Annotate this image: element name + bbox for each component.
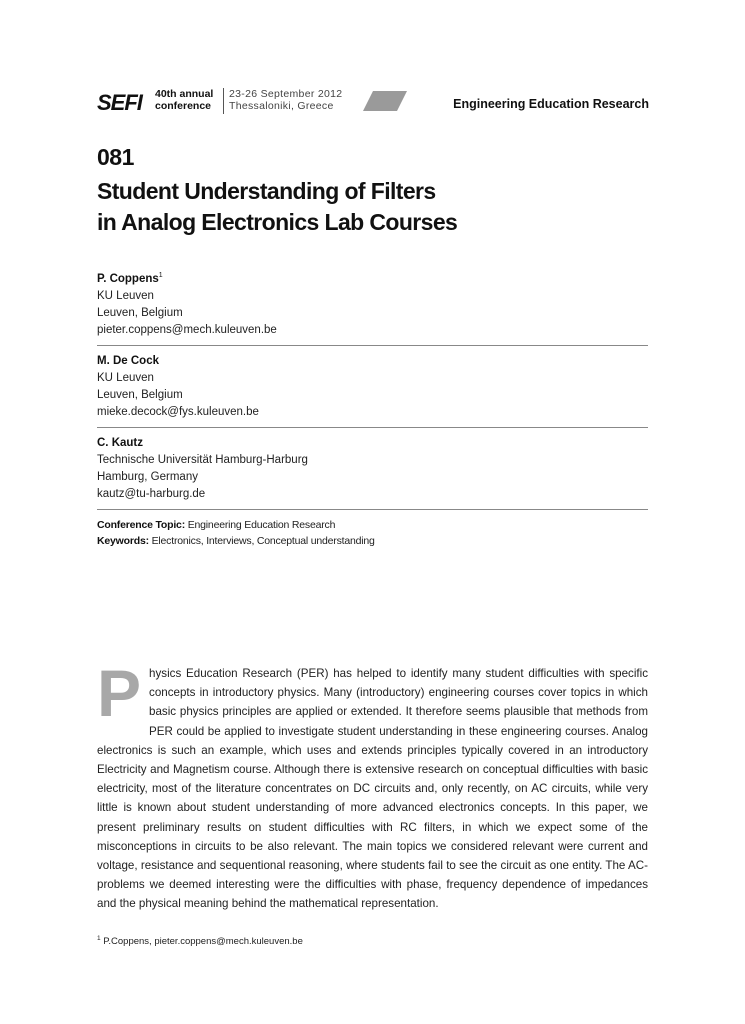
- divider: [97, 427, 648, 428]
- paper-meta: [97, 517, 375, 549]
- conference-word: conference: [155, 100, 212, 112]
- annual-label: 40th annual: [155, 88, 214, 100]
- author-name: M. De Cock: [97, 354, 159, 367]
- author-block: [97, 267, 648, 346]
- divider: [97, 509, 648, 510]
- abstract-body: hysics Education Research (PER) has helped to identify many student difficulties with specific concepts in introductory physics. Many (introductory) engineering courses cover topics in which basic physics principles are applied or extended. It therefore seems plausible that methods from PER could be applied to investigate student understanding in these engineering courses. Analog electronics is such an example, which uses and extends principles typically covered in an introductory Electricity and Magnetism course. Although there is extensive research on conceptual difficulties with basic electricity, most of the literature concentrates on DC circuits and, only recently, on AC circuits, while very little is known about student understanding of more advanced electronics concepts. In this paper, we present preliminary results on student difficulties with RC filters, in which we expect some of the misconceptions in circuits to be also relevant. The main topics we considered relevant were current and voltage, resistance and sequentional reasoning, where students fail to see the circuit as one entity. The AC-problems we deemed interesting were the difficulties with phase, frequency dependence of impedances and the physical meaning behind the mathematical representation.: [97, 667, 648, 911]
- event-info: [229, 88, 342, 112]
- author-email[interactable]: mieke.decock@fys.kuleuven.be: [97, 405, 259, 418]
- paper-title: [97, 176, 657, 238]
- abstract: [97, 656, 648, 914]
- conference-label: [155, 88, 213, 112]
- decorative-stripe-icon: [363, 91, 407, 111]
- title-line: Student Understanding of Filters: [97, 178, 436, 204]
- author-block: [97, 435, 648, 510]
- author-name: C. Kautz: [97, 436, 143, 449]
- author-city: Leuven, Belgium: [97, 306, 183, 319]
- footnote-text: P.Coppens, pieter.coppens@mech.kuleuven.be: [103, 936, 303, 948]
- conference-header: [97, 88, 649, 118]
- keywords: Keywords: Electronics, Interviews, Conceptual understanding: [97, 535, 375, 547]
- author-affiliation: KU Leuven: [97, 289, 154, 302]
- event-dates: 23-26 September 2012: [229, 88, 343, 100]
- track-title: Engineering Education Research: [453, 97, 649, 111]
- author-email[interactable]: kautz@tu-harburg.de: [97, 487, 206, 500]
- author-email[interactable]: pieter.coppens@mech.kuleuven.be: [97, 323, 277, 336]
- author-affiliation: KU Leuven: [97, 371, 154, 384]
- footnote-marker: 1: [158, 272, 163, 279]
- event-location: Thessaloniki, Greece: [229, 100, 334, 112]
- divider: [97, 345, 648, 346]
- author-city: Hamburg, Germany: [97, 470, 198, 483]
- author-block: [97, 353, 648, 428]
- footnote-marker: 1: [97, 935, 101, 942]
- conference-topic: Conference Topic: Engineering Education Research: [97, 519, 336, 531]
- author-city: Leuven, Belgium: [97, 388, 183, 401]
- title-line: in Analog Electronics Lab Courses: [97, 209, 458, 235]
- footnote: [97, 933, 303, 948]
- sefi-logo: SEFI: [97, 90, 142, 115]
- header-divider: [223, 88, 224, 114]
- author-list: [97, 267, 648, 510]
- paper-number: 081: [97, 144, 134, 170]
- drop-cap: P: [97, 656, 142, 730]
- author-affiliation: Technische Universität Hamburg-Harburg: [97, 453, 308, 466]
- author-name: P. Coppens$^1$: [97, 272, 163, 285]
